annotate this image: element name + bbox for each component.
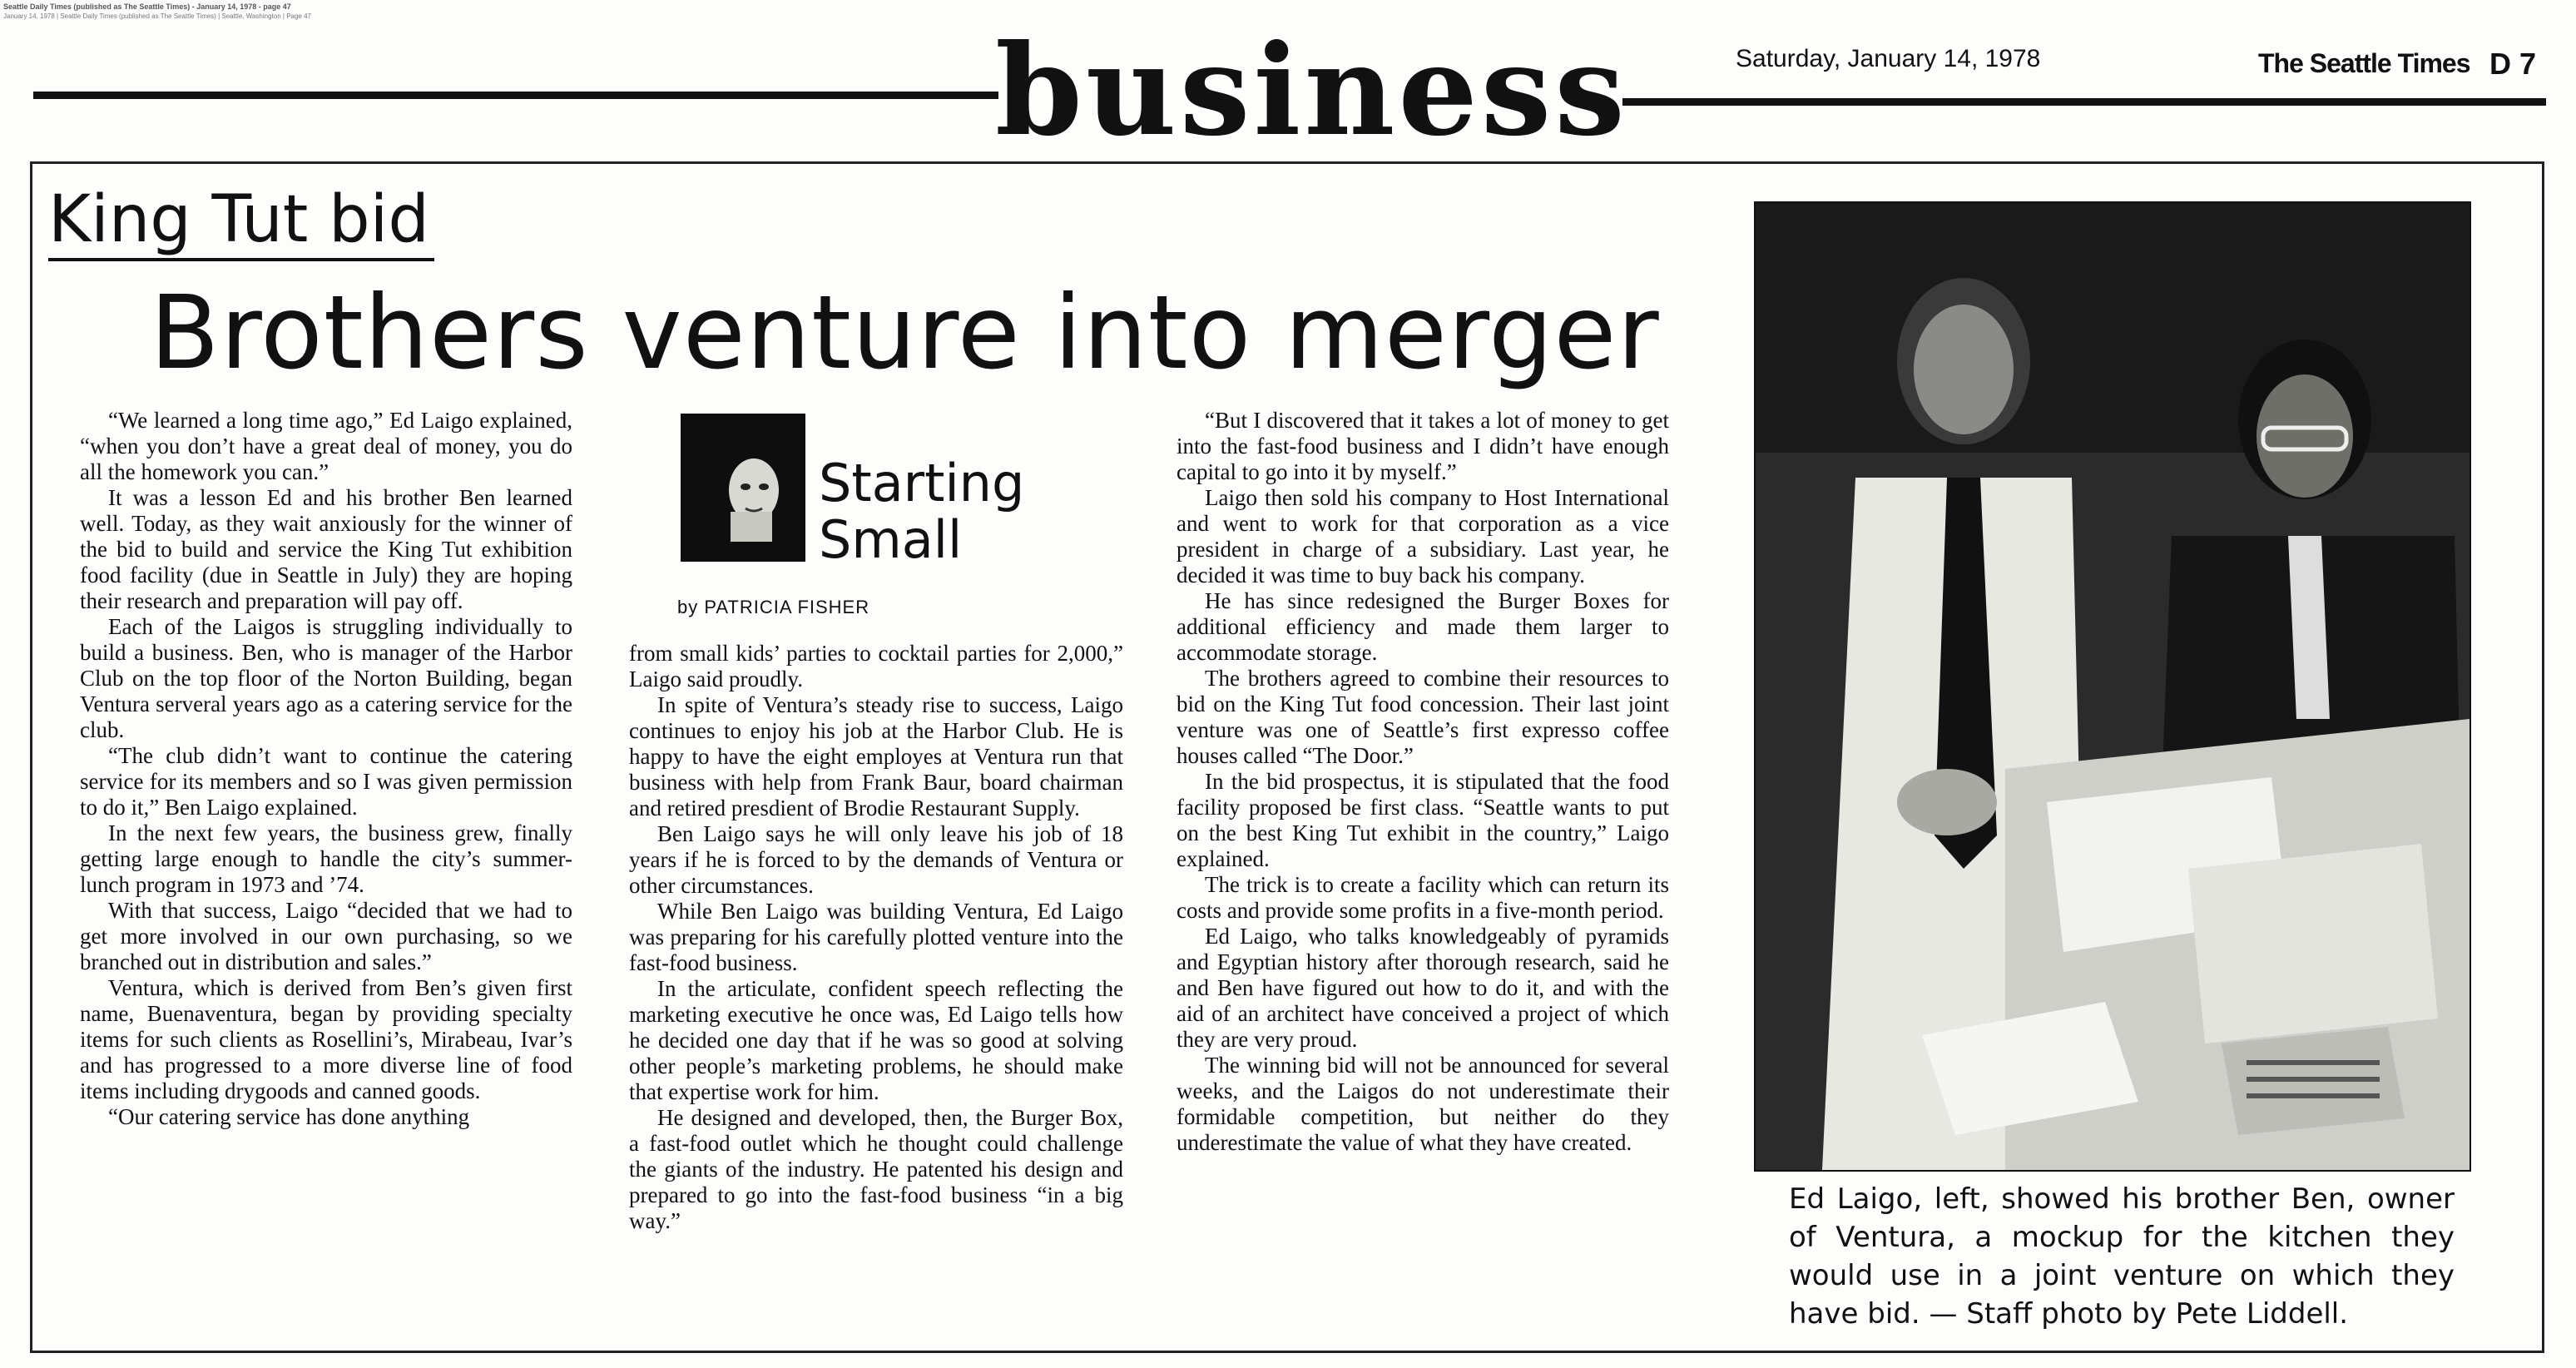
paragraph: “The club didn’t want to continue the catering service for its members and so I was given permission to do it,” Ben Laigo explained. (80, 743, 572, 820)
paragraph: With that success, Laigo “decided that we had to get more involved in our own purchasing, so we branched out in distribution and sales.” (80, 898, 572, 974)
paragraph: While Ben Laigo was building Ventura, Ed Laigo was preparing for his carefully plotted venture into the fast-food business. (629, 899, 1123, 975)
paragraph: He has since redesigned the Burger Boxes for additional efficiency and made them larger to accommodate storage. (1177, 588, 1669, 665)
column-logo-title-line1: Starting (819, 453, 1025, 513)
masthead-rule-right (1622, 98, 2546, 106)
article-headline: Brothers venture into merger (150, 274, 1660, 392)
section-masthead (0, 17, 2576, 164)
issue-date: Saturday, January 14, 1978 (1736, 45, 2041, 72)
paragraph: “Our catering service has done anything (108, 1104, 470, 1129)
news-photo (1754, 201, 2471, 1172)
paragraph: Ventura, which is derived from Ben’s given first name, Buenaventura, began by providing specialty items for such clients as Rosellini’s, Mirabeau, Ivar’s and has progressed to a more diverse line of food items including drygoods and canned goods. (80, 975, 572, 1103)
paragraph: The brothers agreed to combine their resources to bid on the King Tut food concession. Their last joint venture was one of Seattle’s first expresso coffee houses called “The Door.” (1177, 666, 1669, 768)
columnist-portrait-graphic (681, 414, 805, 562)
paragraph: Ben Laigo says he will only leave his job of 18 years if he is forced to by the demands of Ventura or other circumstances. (629, 821, 1123, 898)
paragraph: from small kids’ parties to cocktail parties for 2,000,” Laigo said proudly. (629, 641, 1123, 691)
archive-title: Seattle Daily Times (published as The Seattle Times) - January 14, 1978 - page 47 (3, 2, 291, 11)
article-column-2 (629, 641, 1123, 1234)
article-byline: by PATRICIA FISHER (677, 597, 870, 617)
article-column-3 (1177, 408, 1669, 1156)
column-logo-title-line2: Small (819, 509, 963, 570)
masthead-rule-left (33, 92, 998, 99)
paragraph: In the bid prospectus, it is stipulated that the food facility proposed be first class. “Seattle wants to put on the best King Tut exhibit in the country,” Laigo explained. (1177, 769, 1669, 871)
paragraph: The trick is to create a facility which can return its costs and provide some profits in a five-month period. (1177, 872, 1669, 923)
section-title: business (995, 17, 1628, 164)
paragraph: “We learned a long time ago,” Ed Laigo explained, “when you don’t have a great deal of money, you do all the homework you can.” (80, 408, 572, 484)
columnist-portrait (681, 414, 805, 562)
paragraph: The winning bid will not be announced for several weeks, and the Laigos do not underestimate their formidable competition, but neither do they underestimate the value of what they have created. (1177, 1053, 1669, 1155)
photo-caption: Ed Laigo, left, showed his brother Ben, owner of Ventura, a mockup for the kitchen they would use in a joint venture on which they have bid. — Staff photo by Pete Liddell. (1789, 1182, 2455, 1331)
page-number: D 7 (2489, 47, 2537, 81)
paragraph: In the articulate, confident speech reflecting the marketing executive he once was, Ed Laigo tells how he decided one day that if he was so good at solving other people’s marketing problems, he should make that expertise work for him. (629, 976, 1123, 1104)
archive-details: January 14, 1978 | Seattle Daily Times (published as The Seattle Times) | Seattle, Washington | Page 47 (3, 12, 311, 20)
archive-citation (3, 2, 311, 21)
paragraph: In spite of Ventura’s steady rise to success, Laigo continues to enjoy his job at the Harbor Club. He is happy to have the eight employes at Ventura run that business with help from Frank Baur, board chairman and retired presdient of Brodie Restaurant Supply. (629, 692, 1123, 820)
column-logo-title (819, 455, 1024, 568)
newspaper-name: The Seattle Times (2258, 48, 2470, 78)
paragraph: In the next few years, the business grew, finally getting large enough to handle the city’s summer-lunch program in 1973 and ’74. (80, 820, 572, 897)
paragraph: Laigo then sold his company to Host International and went to work for that corporation as a vice president in charge of a subsidiary. Last year, he decided it was time to buy back his company. (1177, 485, 1669, 587)
column-logo (677, 412, 1127, 628)
article-kicker: King Tut bid (48, 181, 434, 261)
news-photo-graphic (1756, 203, 2469, 1170)
paragraph: He designed and developed, then, the Burger Box, a fast-food outlet which he thought could challenge the giants of the industry. He patented his design and prepared to go into the fast-food business “in a big way.” (629, 1105, 1123, 1233)
paragraph: Ed Laigo, who talks knowledgeably of pyramids and Egyptian history after thorough research, said he and Ben have figured out how to do it, and with the aid of an architect have conceived a project of which they are very proud. (1177, 924, 1669, 1052)
paragraph: Each of the Laigos is struggling individually to build a business. Ben, who is manager of the Harbor Club on the top floor of the Norton Building, began Ventura serveral years ago as a catering service for the club. (80, 614, 572, 742)
article-column-1 (80, 408, 572, 1130)
paragraph: It was a lesson Ed and his brother Ben learned well. Today, as they wait anxiously for the winner of the bid to build and service the King Tut exhibition food facility (due in Seattle in July) they are hoping their research and preparation will pay off. (80, 485, 572, 613)
paragraph: “But I discovered that it takes a lot of money to get into the fast-food business and I didn’t have enough capital to go into it by myself.” (1177, 408, 1669, 484)
